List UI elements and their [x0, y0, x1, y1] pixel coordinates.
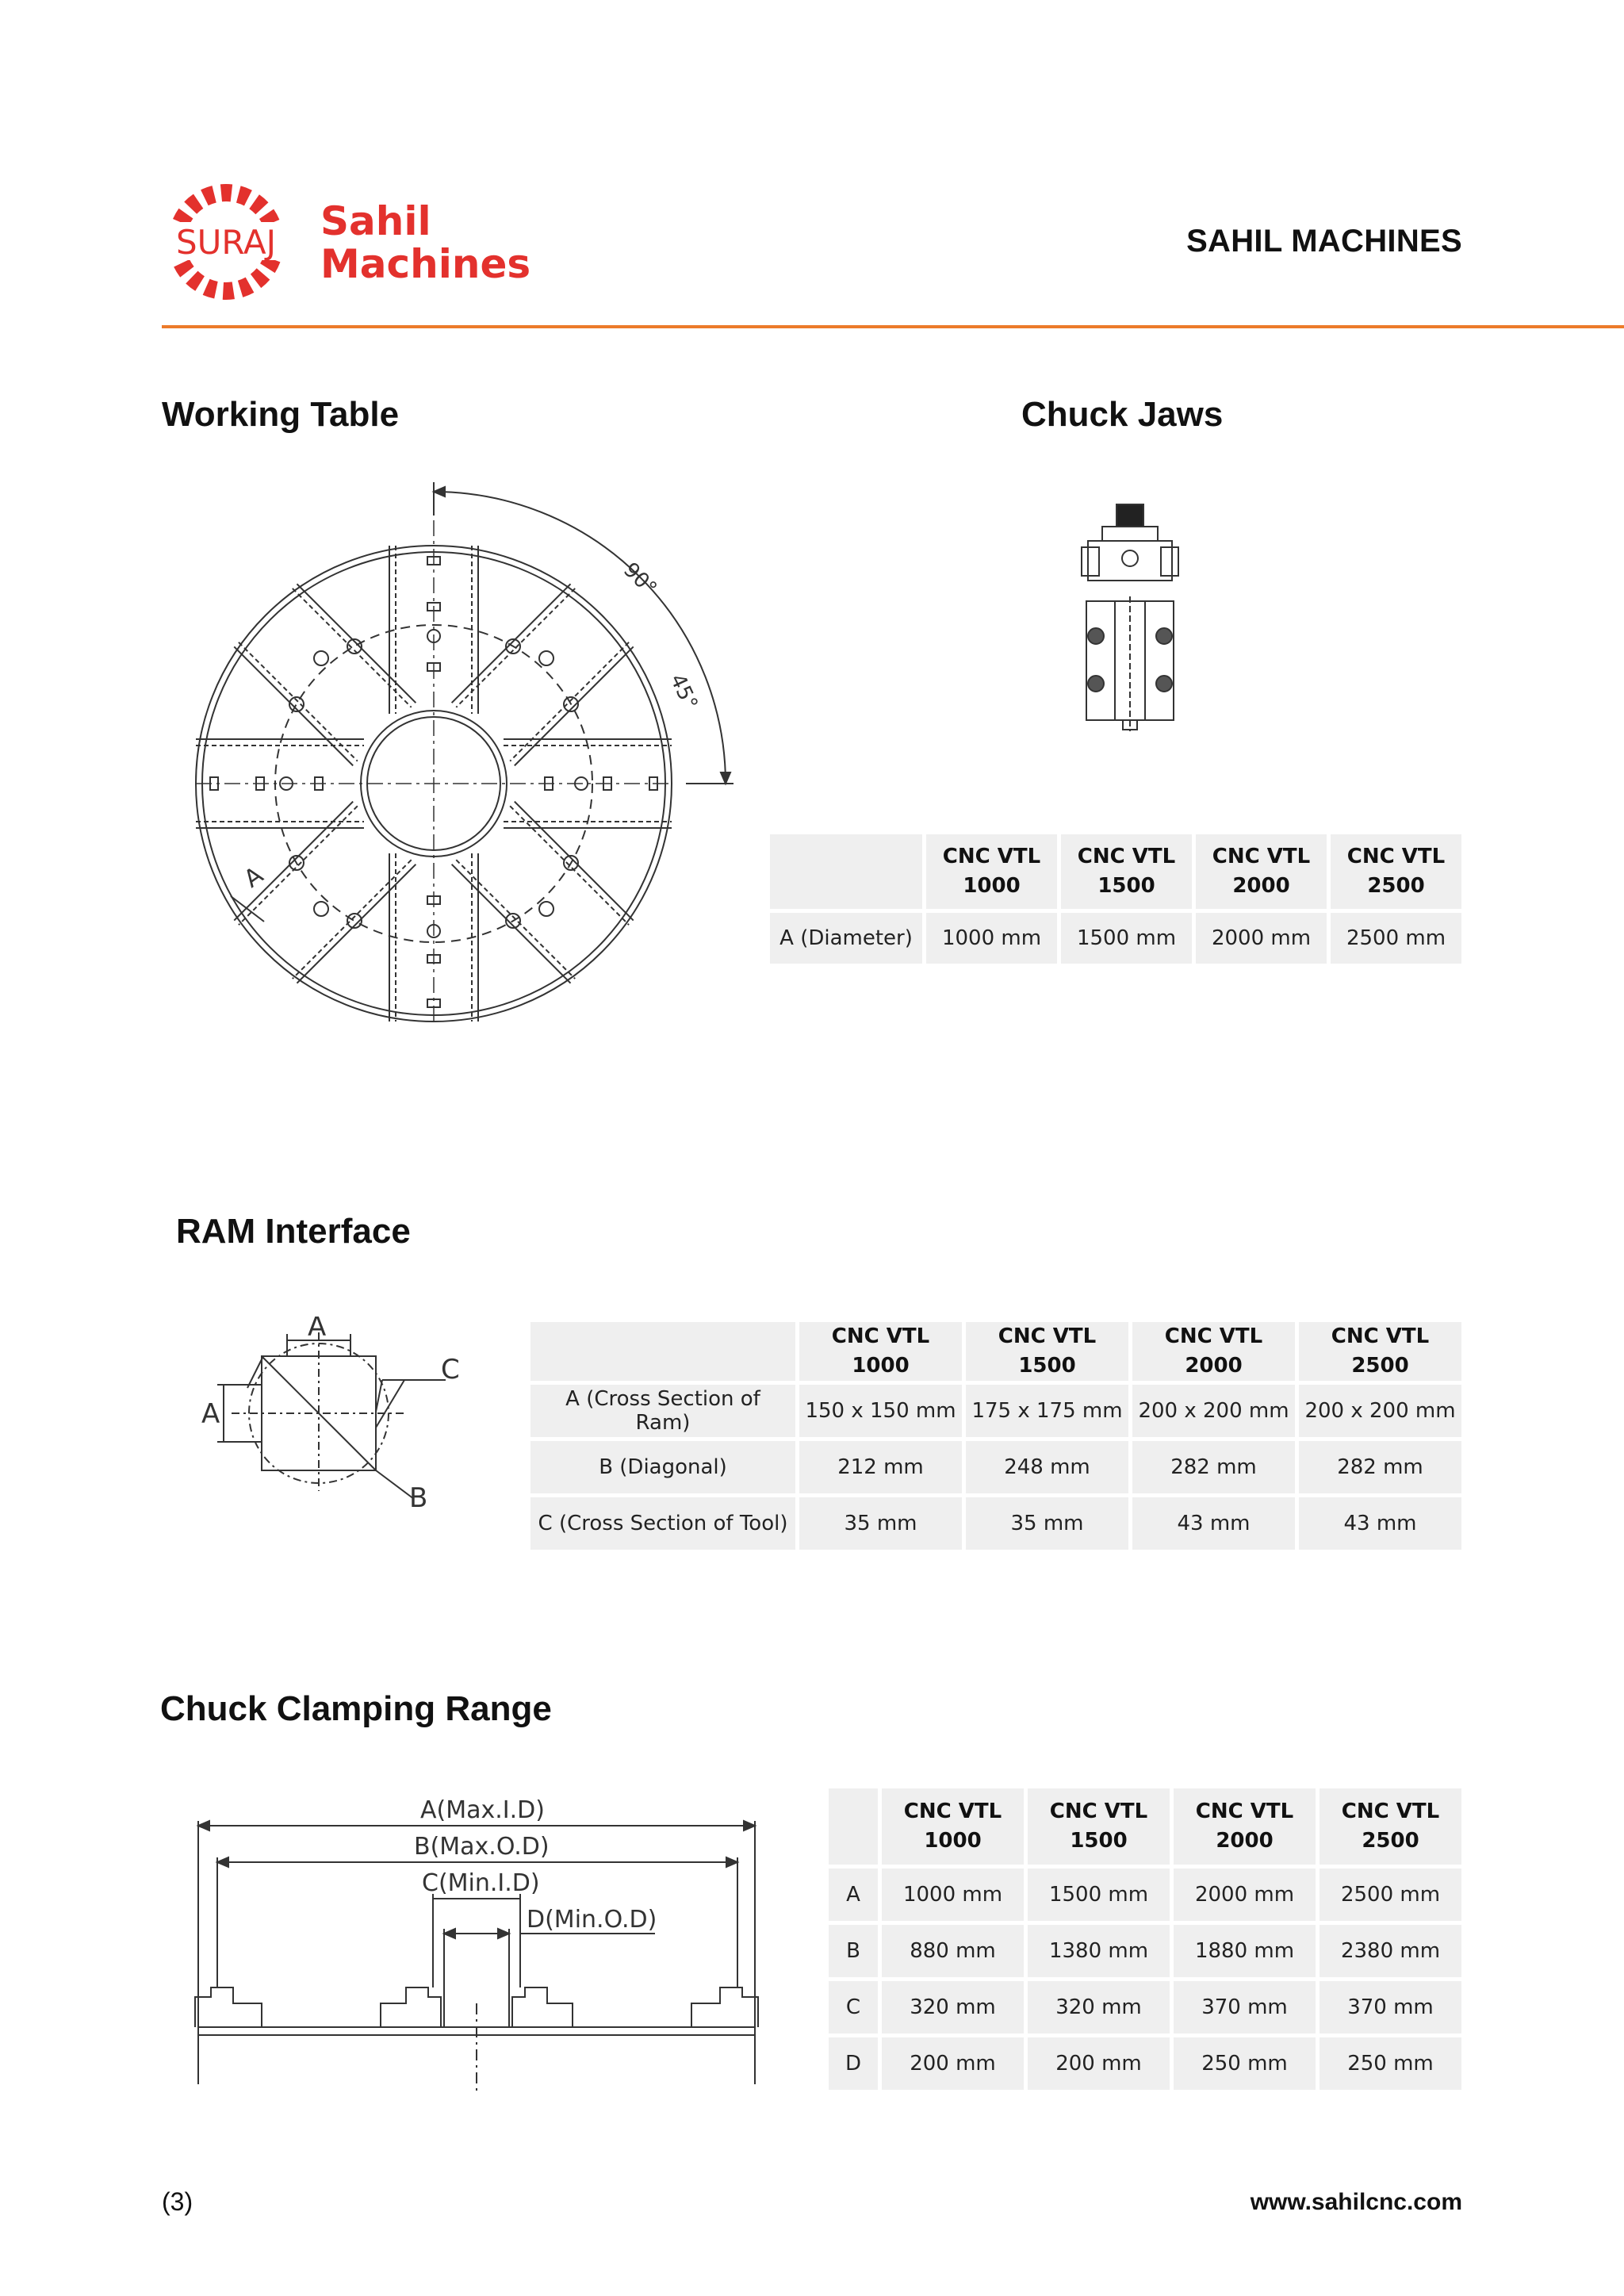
table-cell: 1380 mm	[1028, 1925, 1170, 1977]
table-cell: 880 mm	[882, 1925, 1024, 1977]
table-header-cell: CNC VTL 1000	[926, 834, 1057, 909]
table-cell: 35 mm	[966, 1497, 1128, 1550]
table-row	[530, 1441, 1461, 1493]
dim-d-label: D(Min.O.D)	[527, 1906, 657, 1934]
table-header-cell: CNC VTL 2500	[1331, 834, 1461, 909]
table-cell: 320 mm	[882, 1981, 1024, 2033]
dim-a-label: A	[239, 861, 269, 894]
working-table-title: Working Table	[162, 395, 400, 434]
table-cell: 150 x 150 mm	[799, 1385, 962, 1437]
table-cell: 43 mm	[1132, 1497, 1295, 1550]
table-cell: 320 mm	[1028, 1981, 1170, 2033]
dim-b-label: B	[409, 1482, 428, 1514]
ram-interface-title: RAM Interface	[176, 1212, 411, 1251]
table-cell: 200 x 200 mm	[1299, 1385, 1461, 1437]
table-header-row	[530, 1322, 1461, 1381]
table-row	[530, 1497, 1461, 1550]
chuck-jaw-diagram	[1078, 501, 1182, 731]
table-cell: 250 mm	[1320, 2037, 1461, 2090]
table-cell: 2000 mm	[1196, 913, 1327, 964]
table-cell: 200 mm	[1028, 2037, 1170, 2090]
dim-a-left-label: A	[201, 1398, 220, 1430]
table-cell: 248 mm	[966, 1441, 1128, 1493]
header-divider	[162, 325, 1624, 328]
table-header-cell: CNC VTL 2000	[1174, 1788, 1316, 1865]
table-header-cell: CNC VTL 1000	[799, 1322, 962, 1381]
logo-line-2: Machines	[320, 241, 531, 287]
table-cell: 2000 mm	[1174, 1869, 1316, 1921]
table-cell: 1880 mm	[1174, 1925, 1316, 1977]
table-row	[770, 913, 1461, 964]
table-header-cell: CNC VTL 2500	[1320, 1788, 1461, 1865]
table-cell: 250 mm	[1174, 2037, 1316, 2090]
table-cell: 200 x 200 mm	[1132, 1385, 1295, 1437]
chuck-clamping-title: Chuck Clamping Range	[160, 1689, 552, 1728]
chuck-clamping-diagram	[190, 1789, 769, 2091]
table-header-cell: CNC VTL 1000	[882, 1788, 1024, 1865]
table-cell: 282 mm	[1299, 1441, 1461, 1493]
table-header-cell	[829, 1788, 878, 1865]
table-header-cell: CNC VTL 1500	[966, 1322, 1128, 1381]
dim-a-label: A(Max.I.D)	[420, 1796, 545, 1824]
table-cell: 212 mm	[799, 1441, 962, 1493]
table-header-row	[829, 1788, 1461, 1865]
table-row	[829, 2037, 1461, 2090]
table-row	[829, 1869, 1461, 1921]
table-cell: D	[829, 2037, 878, 2090]
table-cell: 200 mm	[882, 2037, 1024, 2090]
table-cell: 2380 mm	[1320, 1925, 1461, 1977]
table-header-cell	[530, 1322, 795, 1381]
logo-line-1: Sahil	[320, 198, 431, 244]
table-header-cell: CNC VTL 2000	[1196, 834, 1327, 909]
page-number: (3)	[162, 2187, 193, 2216]
table-row	[829, 1925, 1461, 1977]
table-cell: A (Cross Section of Ram)	[530, 1385, 795, 1437]
chuck-jaws-table	[766, 830, 1465, 968]
chuck-jaws-title: Chuck Jaws	[1021, 395, 1224, 434]
table-cell: 35 mm	[799, 1497, 962, 1550]
table-cell: 1000 mm	[882, 1869, 1024, 1921]
table-header-cell: CNC VTL 1500	[1028, 1788, 1170, 1865]
chuck-clamping-table	[825, 1784, 1465, 2094]
working-table-diagram	[178, 468, 749, 1039]
angle-90-label: 90°	[619, 558, 661, 601]
table-cell: 370 mm	[1174, 1981, 1316, 2033]
table-header-cell: CNC VTL 2000	[1132, 1322, 1295, 1381]
dim-c-label: C	[441, 1354, 460, 1386]
table-cell: 1000 mm	[926, 913, 1057, 964]
table-row	[829, 1981, 1461, 2033]
table-cell: A (Diameter)	[770, 913, 922, 964]
table-cell: 370 mm	[1320, 1981, 1461, 2033]
table-header-row	[770, 834, 1461, 909]
logo-mark-text: SURAJ	[176, 223, 276, 262]
table-row	[530, 1385, 1461, 1437]
website-link[interactable]: www.sahilcnc.com	[1250, 2189, 1462, 2215]
table-cell: C	[829, 1981, 878, 2033]
table-cell: 282 mm	[1132, 1441, 1295, 1493]
angle-45-label: 45°	[665, 670, 703, 714]
table-cell: 175 x 175 mm	[966, 1385, 1128, 1437]
dim-b-label: B(Max.O.D)	[414, 1833, 550, 1861]
table-cell: 2500 mm	[1320, 1869, 1461, 1921]
table-header-cell	[770, 834, 922, 909]
ram-interface-diagram	[200, 1317, 477, 1515]
dim-c-label: C(Min.I.D)	[422, 1869, 540, 1897]
ram-interface-table	[527, 1318, 1465, 1554]
table-cell: B	[829, 1925, 878, 1977]
table-header-cell: CNC VTL 2500	[1299, 1322, 1461, 1381]
suraj-sahil-logo	[159, 174, 531, 309]
table-cell: 1500 mm	[1028, 1869, 1170, 1921]
table-cell: 43 mm	[1299, 1497, 1461, 1550]
brand-name: SAHIL MACHINES	[1186, 224, 1462, 259]
table-header-cell: CNC VTL 1500	[1061, 834, 1192, 909]
dim-a-top-label: A	[308, 1317, 327, 1343]
table-cell: C (Cross Section of Tool)	[530, 1497, 795, 1550]
table-cell: B (Diagonal)	[530, 1441, 795, 1493]
table-cell: 1500 mm	[1061, 913, 1192, 964]
table-cell: A	[829, 1869, 878, 1921]
table-cell: 2500 mm	[1331, 913, 1461, 964]
